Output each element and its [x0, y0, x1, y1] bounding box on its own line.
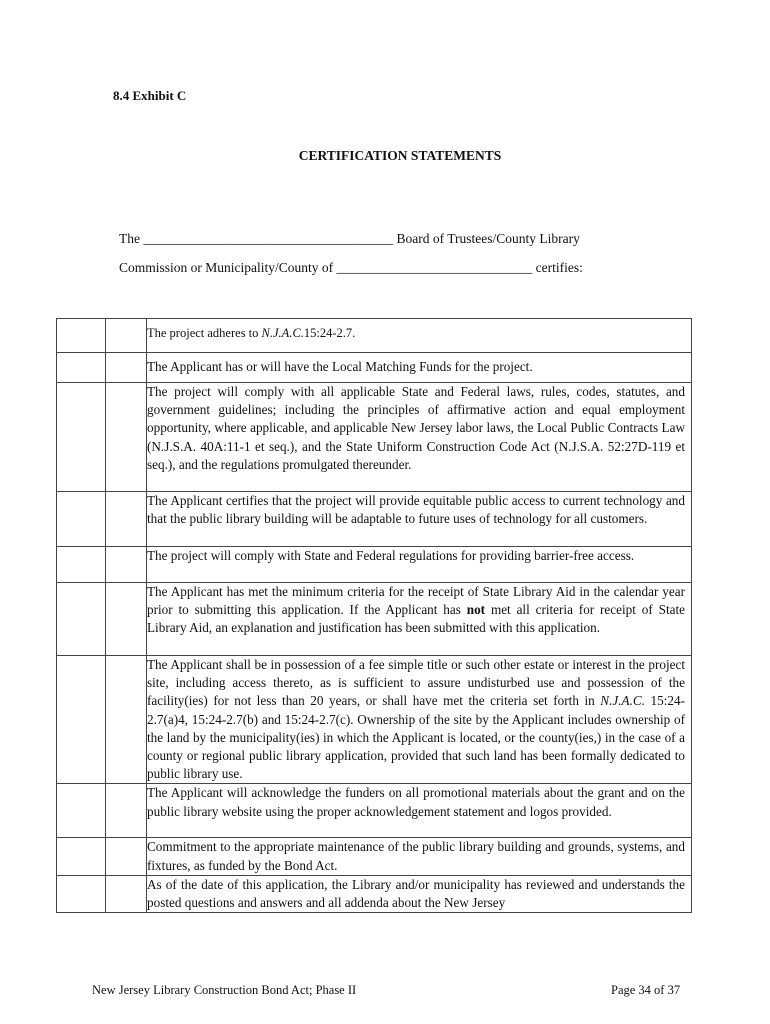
page-number: Page 34 of 37 [611, 983, 681, 997]
initial-box[interactable] [57, 319, 106, 353]
footer-title: New Jersey Library Construction Bond Act; Phase II [92, 983, 357, 997]
statement-row [57, 547, 692, 583]
statement-text: The Applicant has met the minimum criteria for the receipt of State Library Aid in the calendar year prior to submitting this application. If the Applicant has not met all criteria for receipt of State Library Aid, an explanation and justification has been submitted with this application. [147, 583, 692, 656]
intro-line-2: Commission or Municipality/County of _____________________________ certifies: [119, 260, 583, 275]
check-box[interactable] [106, 547, 147, 583]
check-box[interactable] [106, 656, 147, 784]
statement-row [57, 383, 692, 492]
intro-line-1: The _____________________________________ Board of Trustees/County Library [119, 231, 580, 246]
initial-box[interactable] [57, 353, 106, 383]
statement-text: The project adheres to N.J.A.C.15:24-2.7. [147, 319, 692, 353]
statement-row [57, 784, 692, 838]
page-title: CERTIFICATION STATEMENTS [298, 148, 502, 163]
check-box[interactable] [106, 353, 147, 383]
initial-box[interactable] [57, 492, 106, 547]
initial-box[interactable] [57, 656, 106, 784]
initial-box[interactable] [57, 838, 106, 875]
statement-row [57, 838, 692, 875]
statement-text: As of the date of this application, the Library and/or municipality has reviewed and understands the posted questions and answers and all addenda about the New Jersey [147, 875, 692, 912]
check-box[interactable] [106, 838, 147, 875]
initial-box[interactable] [57, 875, 106, 912]
statement-row [57, 492, 692, 547]
statement-text: The Applicant certifies that the project will provide equitable public access to current technology and that the public library building will be adaptable to future uses of technology for all customers. [147, 492, 692, 547]
check-box[interactable] [106, 583, 147, 656]
statement-row [57, 656, 692, 784]
section-heading: 8.4 Exhibit C [113, 88, 187, 103]
statement-text: The project will comply with State and Federal regulations for providing barrier-free access. [147, 547, 692, 583]
statement-row [57, 319, 692, 353]
initial-box[interactable] [57, 784, 106, 838]
check-box[interactable] [106, 383, 147, 492]
statement-row [57, 875, 692, 912]
statement-text: The Applicant has or will have the Local Matching Funds for the project. [147, 353, 692, 383]
statement-row [57, 583, 692, 656]
statement-text: The Applicant shall be in possession of a fee simple title or such other estate or interest in the project site, including access thereto, as is sufficient to assure undisturbed use and possession of the facility(ies) for not less than 20 years, or shall have met the criteria set forth in N.J.A.C. 15:24-2.7(a)4, 15:24-2.7(b) and 15:24-2.7(c). Ownership of the site by the Applicant includes ownership of the land by the municipality(ies) in which the Applicant is located, or the county(ies,) in the case of a county or regional public library application, provided that such land has been formally dedicated to public library use. [147, 656, 692, 784]
initial-box[interactable] [57, 547, 106, 583]
statement-row [57, 353, 692, 383]
initial-box[interactable] [57, 583, 106, 656]
statement-text: The project will comply with all applicable State and Federal laws, rules, codes, statutes, and government guidelines; including the principles of affirmative action and equal employment opportunity, where applicable, and applicable New Jersey labor laws, the Local Public Contracts Law (N.J.S.A. 40A:11-1 et seq.), and the State Uniform Construction Code Act (N.J.S.A. 52:27D-119 et seq.), and the regulations promulgated thereunder. [147, 383, 692, 492]
check-box[interactable] [106, 319, 147, 353]
check-box[interactable] [106, 492, 147, 547]
statement-text: Commitment to the appropriate maintenance of the public library building and grounds, systems, and fixtures, as funded by the Bond Act. [147, 838, 692, 875]
initial-box[interactable] [57, 383, 106, 492]
check-box[interactable] [106, 875, 147, 912]
statement-text: The Applicant will acknowledge the funders on all promotional materials about the grant and on the public library website using the proper acknowledgement statement and logos provided. [147, 784, 692, 838]
certification-table [56, 318, 692, 913]
check-box[interactable] [106, 784, 147, 838]
